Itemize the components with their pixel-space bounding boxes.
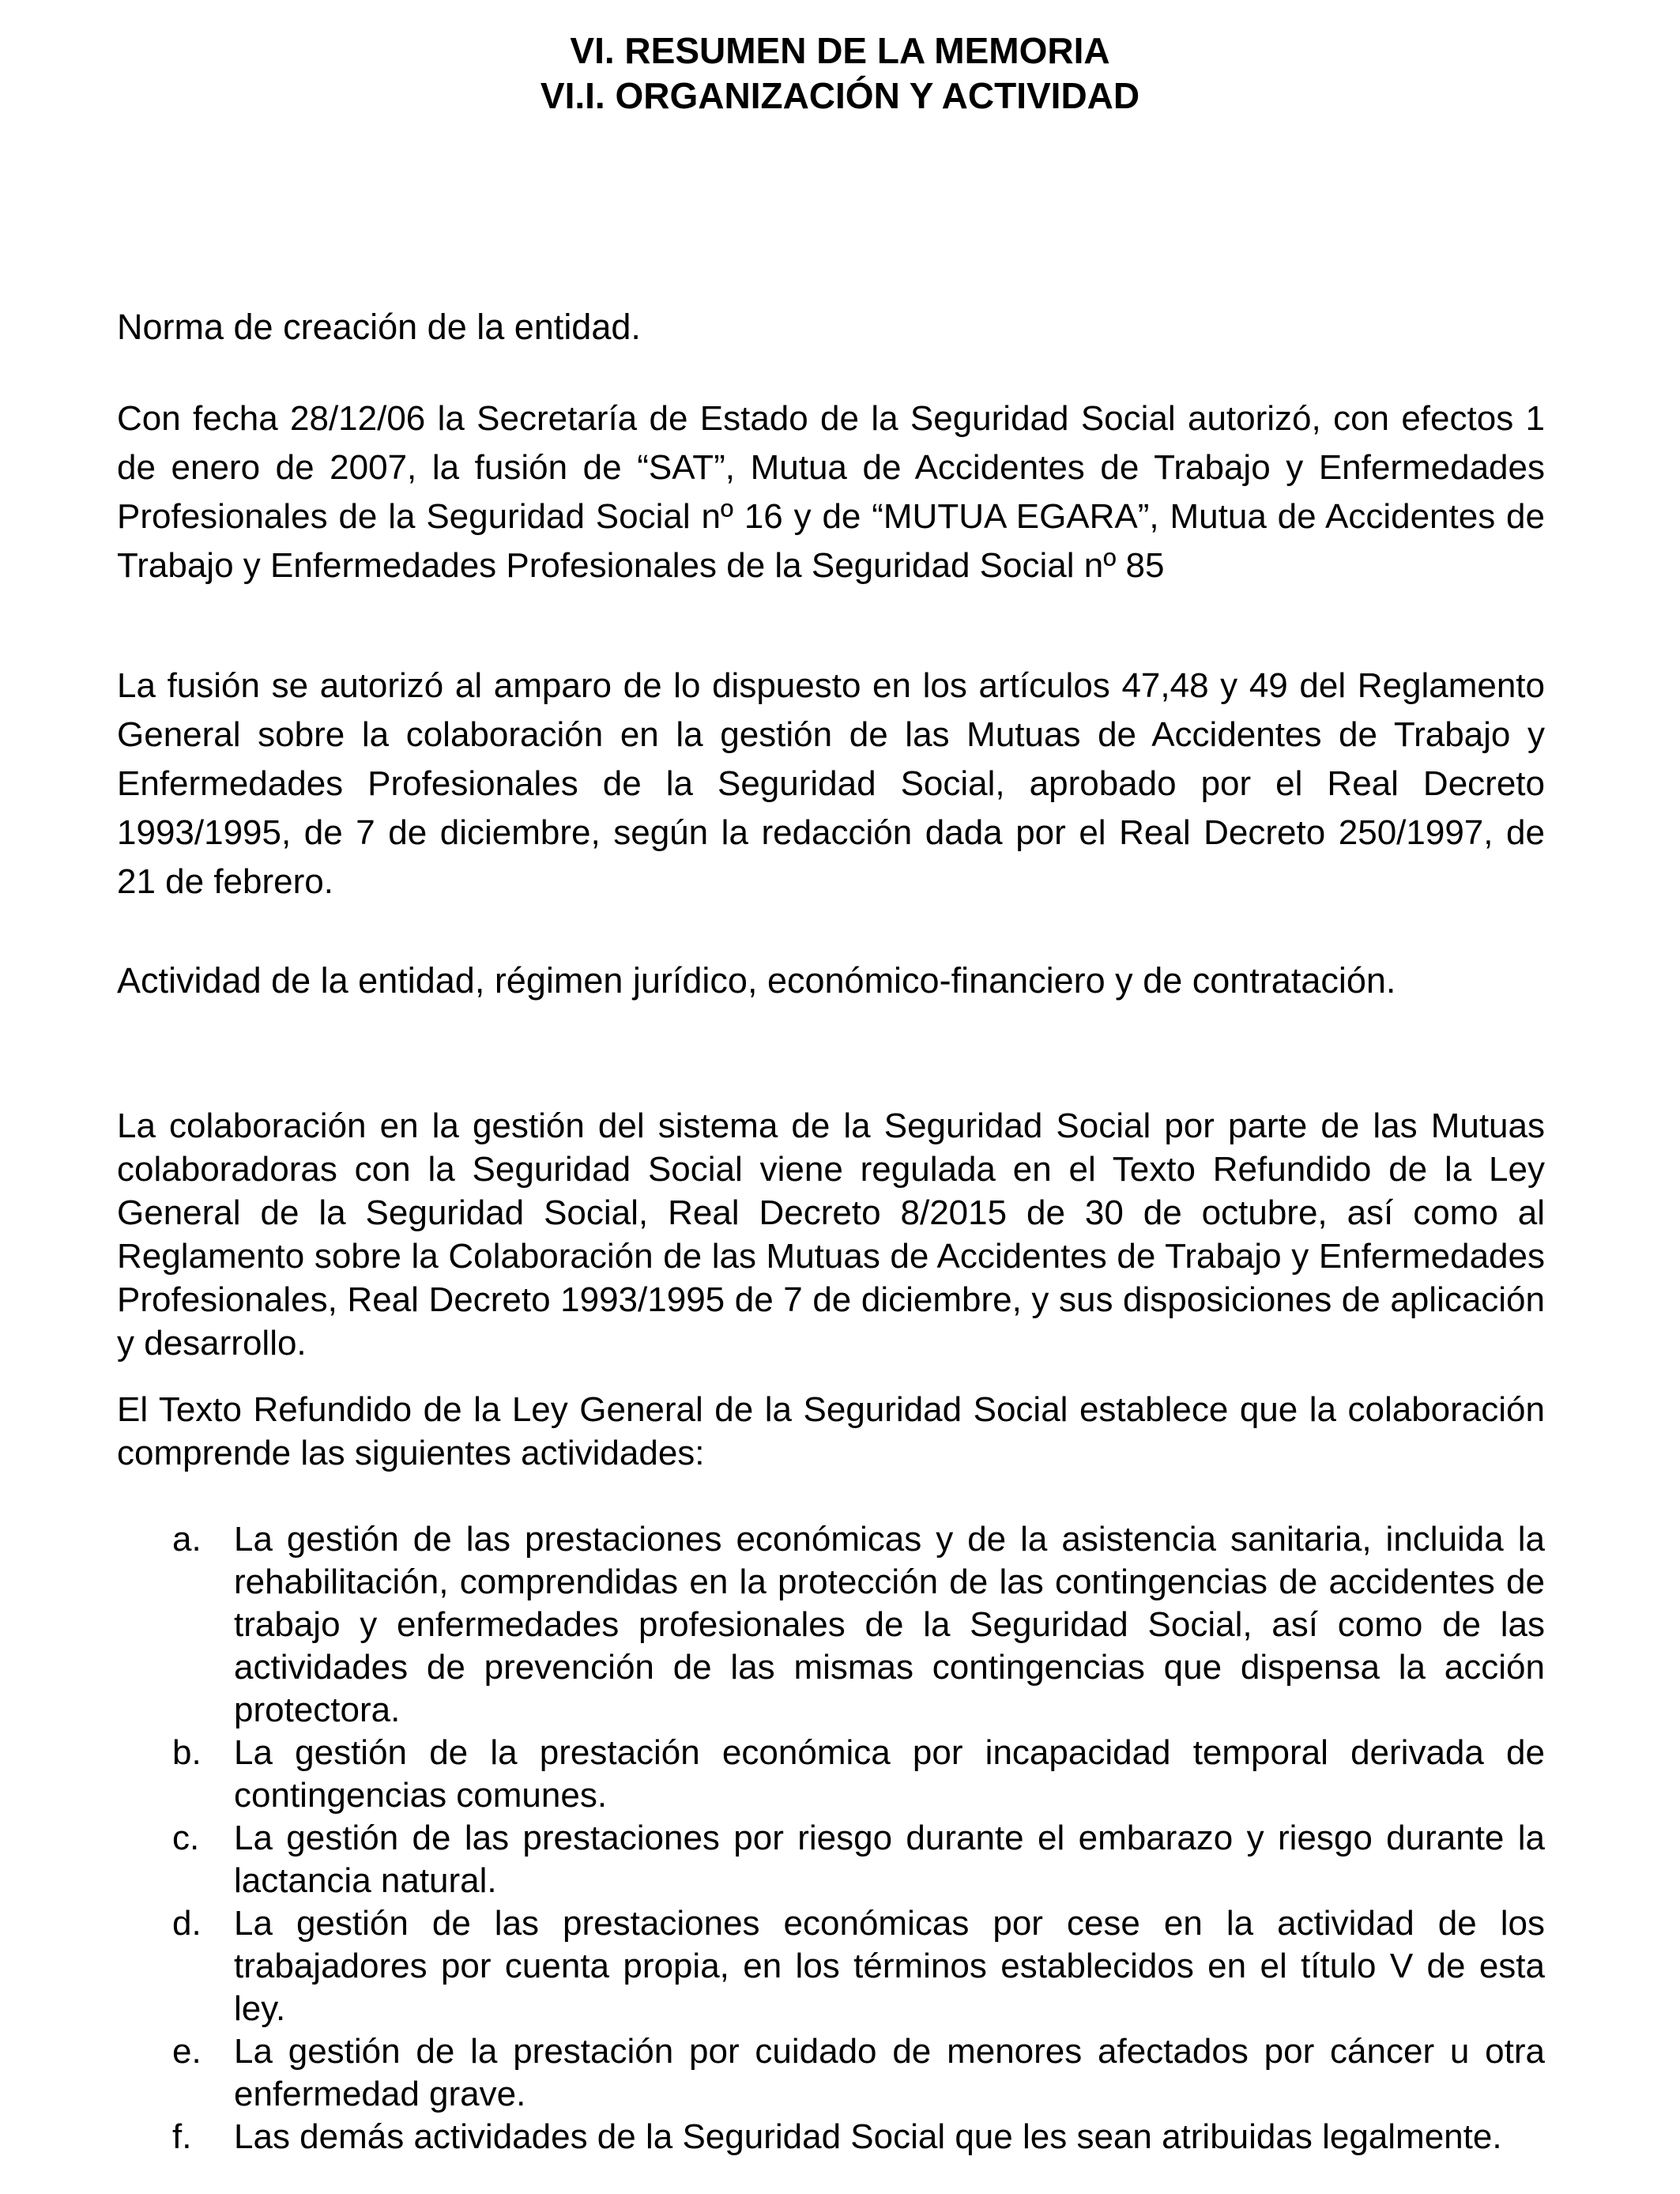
list-item-text: La gestión de la prestación por cuidado de menores afectados por cáncer u otra enfermedad grave. [234, 2032, 1545, 2113]
paragraph-collaboration: La colaboración en la gestión del sistema de la Seguridad Social por parte de las Mutuas colaboradoras con la Seguridad Social viene regulada en el Texto Refundido de la Ley General de la Seguridad Social, Real Decreto 8/2015 de 30 de octubre, así como al Reglamento sobre la Colaboración de las Mutuas de Accidentes de Trabajo y Enfermedades Profesionales, Real Decreto 1993/1995 de 7 de diciembre, y sus disposiciones de aplicación y desarrollo. [117, 1106, 1545, 1363]
list-item-text: La gestión de las prestaciones económicas y de la asistencia sanitaria, incluida la rehabilitación, comprendidas en la protección de las contingencias de accidentes de trabajo y enfermedades profesionales de la Seguridad Social, así como de las actividades de prevención de las mismas contingencias que dispensa la acción protectora. [234, 1520, 1545, 1729]
paragraph-fusion-legal: La fusión se autorizó al amparo de lo dispuesto en los artículos 47,48 y 49 del Reglamento General sobre la colaboración en la gestión de las Mutuas de Accidentes de Trabajo y Enfermedades Profesionales de la Seguridad Social, aprobado por el Real Decreto 1993/1995, de 7 de diciembre, según la redacción dada por el Real Decreto 250/1997, de 21 de febrero. [117, 666, 1545, 901]
list-item [117, 1902, 1545, 2030]
list-item [117, 1817, 1545, 1902]
list-marker: e. [172, 2032, 202, 2071]
list-item-text: La gestión de las prestaciones económicas por cese en la actividad de los trabajadores por cuenta propia, en los términos establecidos en el título V de esta ley. [234, 1904, 1545, 2028]
list-item [117, 2116, 1545, 2158]
page-subtitle: VI.I. ORGANIZACIÓN Y ACTIVIDAD [540, 75, 1140, 116]
paragraph-activities-intro: El Texto Refundido de la Ley General de la Seguridad Social establece que la colaboración comprende las siguientes actividades: [117, 1390, 1545, 1472]
list-marker: f. [172, 2117, 192, 2156]
list-marker: c. [172, 1819, 200, 1857]
list-marker: b. [172, 1733, 202, 1772]
list-item [117, 1732, 1545, 1817]
section-heading-activity: Actividad de la entidad, régimen jurídico, económico-financiero y de contratación. [117, 960, 1396, 1001]
paragraph-fusion-date: Con fecha 28/12/06 la Secretaría de Estado de la Seguridad Social autorizó, con efectos 1 de enero de 2007, la fusión de “SAT”, Mutua de Accidentes de Trabajo y Enfermedades Profesionales de la Seguridad Social nº 16 y de “MUTUA EGARA”, Mutua de Accidentes de Trabajo y Enfermedades Profesionales de la Seguridad Social nº 85 [117, 399, 1545, 585]
list-marker: a. [172, 1520, 202, 1559]
list-item [117, 1518, 1545, 1732]
list-item-text: La gestión de las prestaciones por riesgo durante el embarazo y riesgo durante la lactancia natural. [234, 1819, 1545, 1900]
list-item [117, 2030, 1545, 2116]
activities-list [117, 1518, 1545, 2158]
list-item-text: Las demás actividades de la Seguridad Social que les sean atribuidas legalmente. [234, 2117, 1502, 2156]
section-heading-creation: Norma de creación de la entidad. [117, 307, 641, 347]
page-title: VI. RESUMEN DE LA MEMORIA [570, 30, 1110, 71]
list-marker: d. [172, 1904, 202, 1943]
list-item-text: La gestión de la prestación económica por incapacidad temporal derivada de contingencias comunes. [234, 1733, 1545, 1815]
